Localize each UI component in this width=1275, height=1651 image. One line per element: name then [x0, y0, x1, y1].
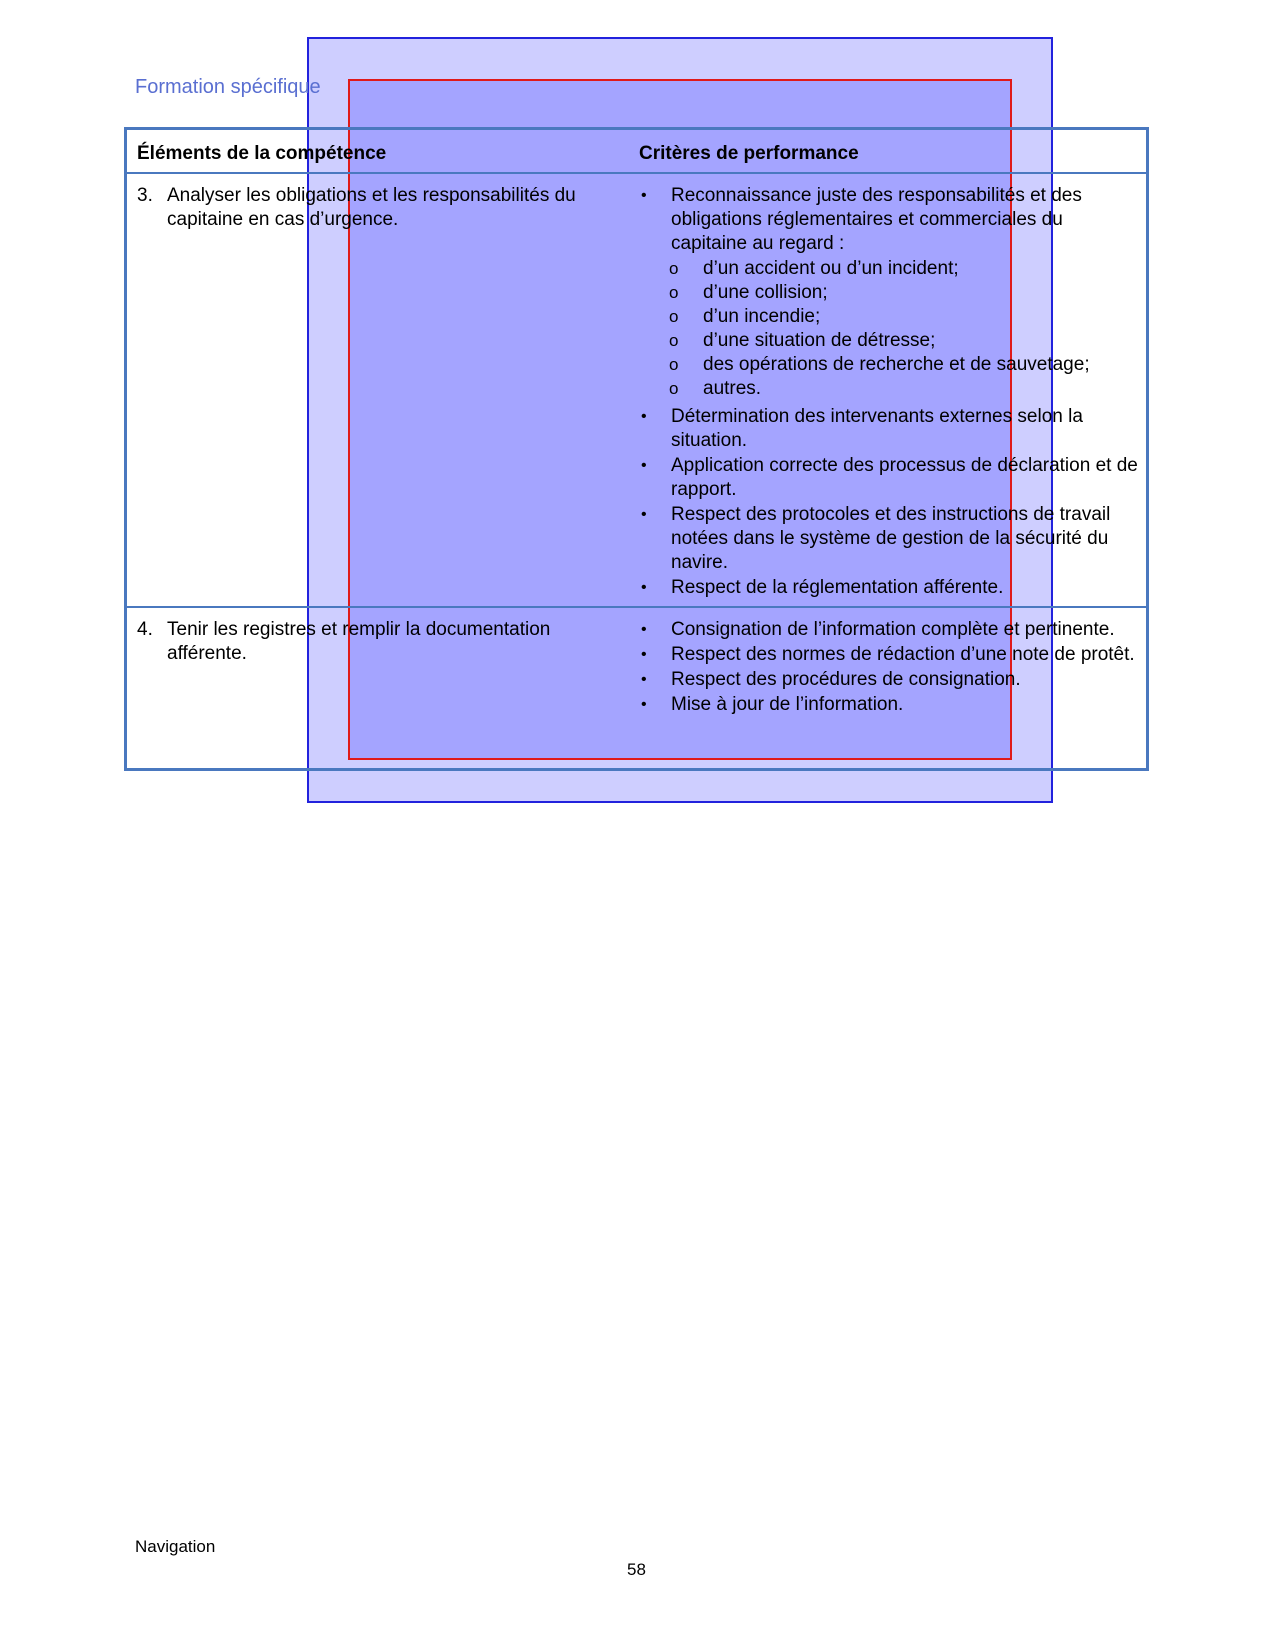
- bullet-icon: •: [641, 579, 647, 596]
- element-cell: [127, 174, 639, 606]
- footer-label: Navigation: [135, 1537, 216, 1556]
- bullet-icon: •: [641, 646, 647, 663]
- sub-criteria-item: [669, 257, 1138, 281]
- criteria-item: [639, 503, 1138, 575]
- bullet-icon: •: [641, 506, 647, 523]
- bullet-icon: •: [641, 187, 647, 204]
- bullet-icon: •: [641, 696, 647, 713]
- criteria-text: Respect de la réglementation afférente.: [671, 577, 1004, 598]
- sub-criteria-text: d’un accident ou d’un incident;: [703, 258, 959, 279]
- criteria-item: [639, 693, 1138, 717]
- element-cell: [127, 608, 639, 768]
- sub-bullet-icon: o: [669, 283, 679, 302]
- sub-criteria-text: d’un incendie;: [703, 306, 821, 327]
- criteria-text: Respect des normes de rédaction d’une note de protêt.: [671, 644, 1135, 665]
- header-criteria: Critères de performance: [639, 143, 859, 164]
- sub-criteria-item: [669, 281, 1138, 305]
- sub-criteria-item: [669, 305, 1138, 329]
- element-number: 4.: [137, 619, 153, 640]
- criteria-item: [639, 405, 1138, 453]
- criteria-item: [639, 668, 1138, 692]
- criteria-text: Respect des procédures de consignation.: [671, 669, 1021, 690]
- sub-bullet-icon: o: [669, 355, 679, 374]
- element-number: 3.: [137, 185, 153, 206]
- sub-bullet-icon: o: [669, 307, 679, 326]
- criteria-item: [639, 576, 1138, 600]
- table-row: [127, 608, 1146, 768]
- criteria-text: Consignation de l’information complète et pertinente.: [671, 619, 1115, 640]
- table-header: [127, 130, 1146, 174]
- bullet-icon: •: [641, 408, 647, 425]
- criteria-item: [639, 184, 1138, 256]
- sub-bullet-icon: o: [669, 331, 679, 350]
- sub-criteria-item: [669, 329, 1138, 353]
- sub-criteria-list: [669, 257, 1138, 401]
- criteria-item: [639, 454, 1138, 502]
- criteria-item: [639, 643, 1138, 667]
- criteria-cell: [639, 174, 1146, 606]
- criteria-text: Reconnaissance juste des responsabilités et des obligations réglementaires et commerciales du capitaine au regard :: [671, 185, 1082, 254]
- bullet-icon: •: [641, 621, 647, 638]
- sub-criteria-text: des opérations de recherche et de sauvetage;: [703, 354, 1090, 375]
- page-heading: Formation spécifique: [135, 76, 321, 98]
- sub-criteria-text: d’une collision;: [703, 282, 828, 303]
- page-number: 58: [627, 1560, 646, 1579]
- sub-criteria-item: [669, 377, 1138, 401]
- criteria-item: [639, 618, 1138, 642]
- element-text: Analyser les obligations et les responsabilités du capitaine en cas d’urgence.: [167, 185, 576, 230]
- table-row: [127, 174, 1146, 608]
- criteria-text: Mise à jour de l’information.: [671, 694, 904, 715]
- competence-table: [124, 127, 1149, 771]
- criteria-text: Respect des protocoles et des instructions de travail notées dans le système de gestion de la sécurité du navire.: [671, 504, 1111, 573]
- header-elements: Éléments de la compétence: [137, 143, 387, 164]
- sub-criteria-item: [669, 353, 1138, 377]
- sub-bullet-icon: o: [669, 259, 679, 278]
- sub-criteria-text: d’une situation de détresse;: [703, 330, 936, 351]
- criteria-text: Application correcte des processus de déclaration et de rapport.: [671, 455, 1138, 500]
- bullet-icon: •: [641, 457, 647, 474]
- sub-criteria-text: autres.: [703, 378, 762, 399]
- criteria-text: Détermination des intervenants externes selon la situation.: [671, 406, 1083, 451]
- criteria-cell: [639, 608, 1146, 768]
- bullet-icon: •: [641, 671, 647, 688]
- sub-bullet-icon: o: [669, 379, 679, 398]
- element-text: Tenir les registres et remplir la documentation afférente.: [167, 619, 551, 664]
